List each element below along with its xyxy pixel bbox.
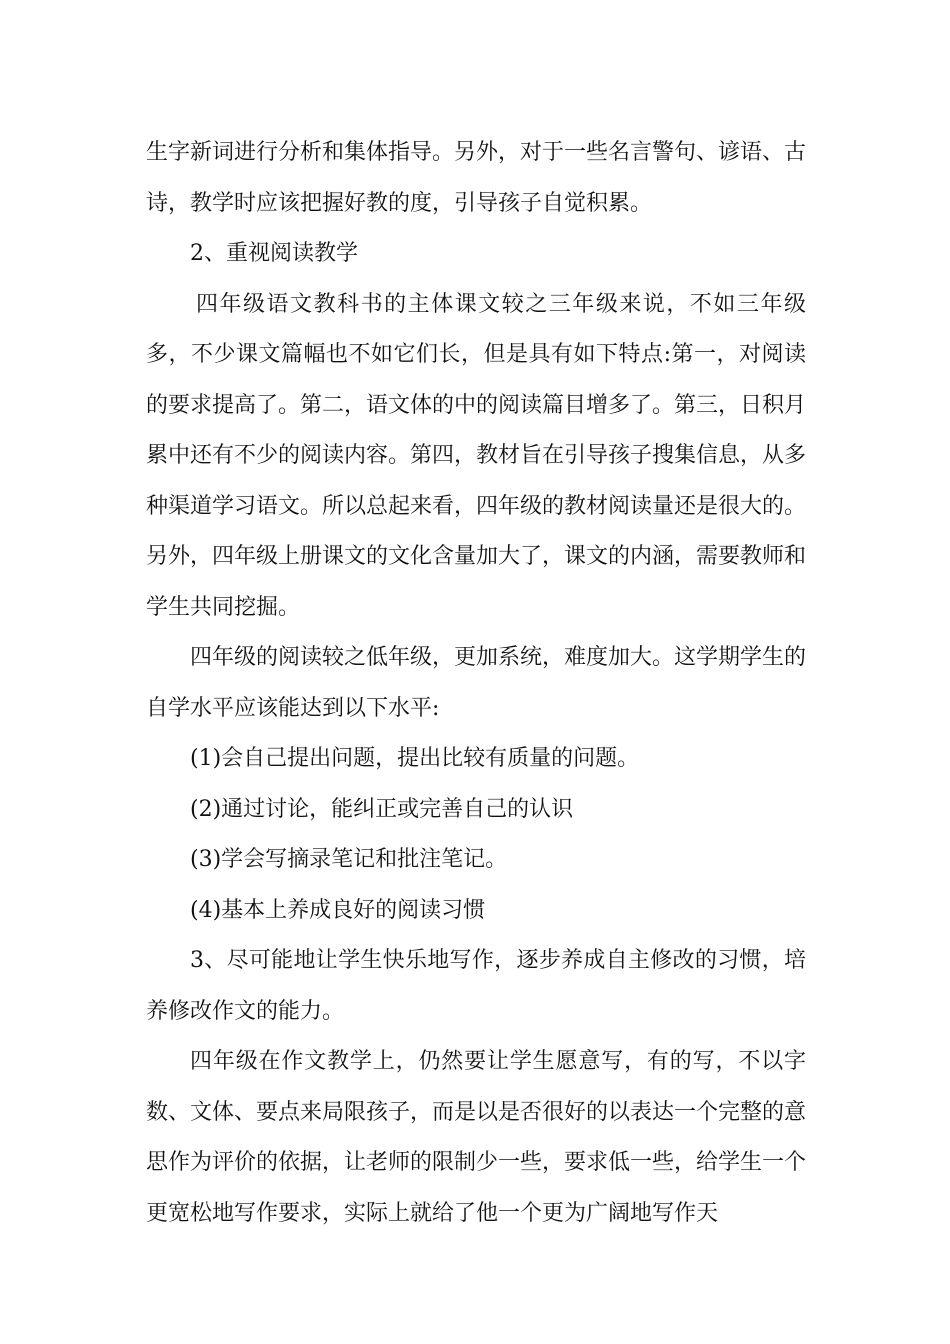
paragraph-reading-levels: 四年级的阅读较之低年级，更加系统，难度加大。这学期学生的自学水平应该能达到以下水平: (146, 645, 807, 721)
list-item-3: (3)学会写摘录笔记和批注笔记。 (190, 847, 508, 872)
paragraph-writing-teaching: 四年级在作文教学上，仍然要让学生愿意写，有的写，不以字数、文体、要点来局限孩子，而是以是否很好的以表达一个完整的意思作为评价的依据，让老师的限制少一些，要求低一些，给学生一个更宽松地写作要求，实际上就给了他一个更为广阔地写作天 (146, 1049, 807, 1226)
section-heading-writing: 3、尽可能地让学生快乐地写作，逐步养成自主修改的习惯，培养修改作文的能力。 (146, 948, 806, 1024)
list-item-1: (1)会自己提出问题，提出比较有质量的问题。 (190, 746, 640, 771)
paragraph-continuation: 生字新词进行分析和集体指导。另外，对于一些名言警句、谚语、古诗，教学时应该把握好教的度，引导孩子自觉积累。 (146, 140, 807, 216)
document-body (146, 128, 806, 1239)
list-item-2: (2)通过讨论，能纠正或完善自己的认识 (190, 796, 574, 822)
paragraph-reading-features: 四年级语文教科书的主体课文较之三年级来说，不如三年级多，不少课文篇幅也不如它们长，但是具有如下特点:第一，对阅读的要求提高了。第二，语文体的中的阅读篇目增多了。第三，日积月累中还有不少的阅读内容。第四，教材旨在引导孩子搜集信息，从多种渠道学习语文。所以总起来看，四年级的教材阅读量还是很大的。另外，四年级上册课文的文化含量加大了，课文的内涵，需要教师和学生共同挖掘。 (146, 291, 807, 620)
section-heading-reading: 2、重视阅读教学 (190, 241, 358, 266)
list-item-4: (4)基本上养成良好的阅读习惯 (190, 897, 486, 923)
